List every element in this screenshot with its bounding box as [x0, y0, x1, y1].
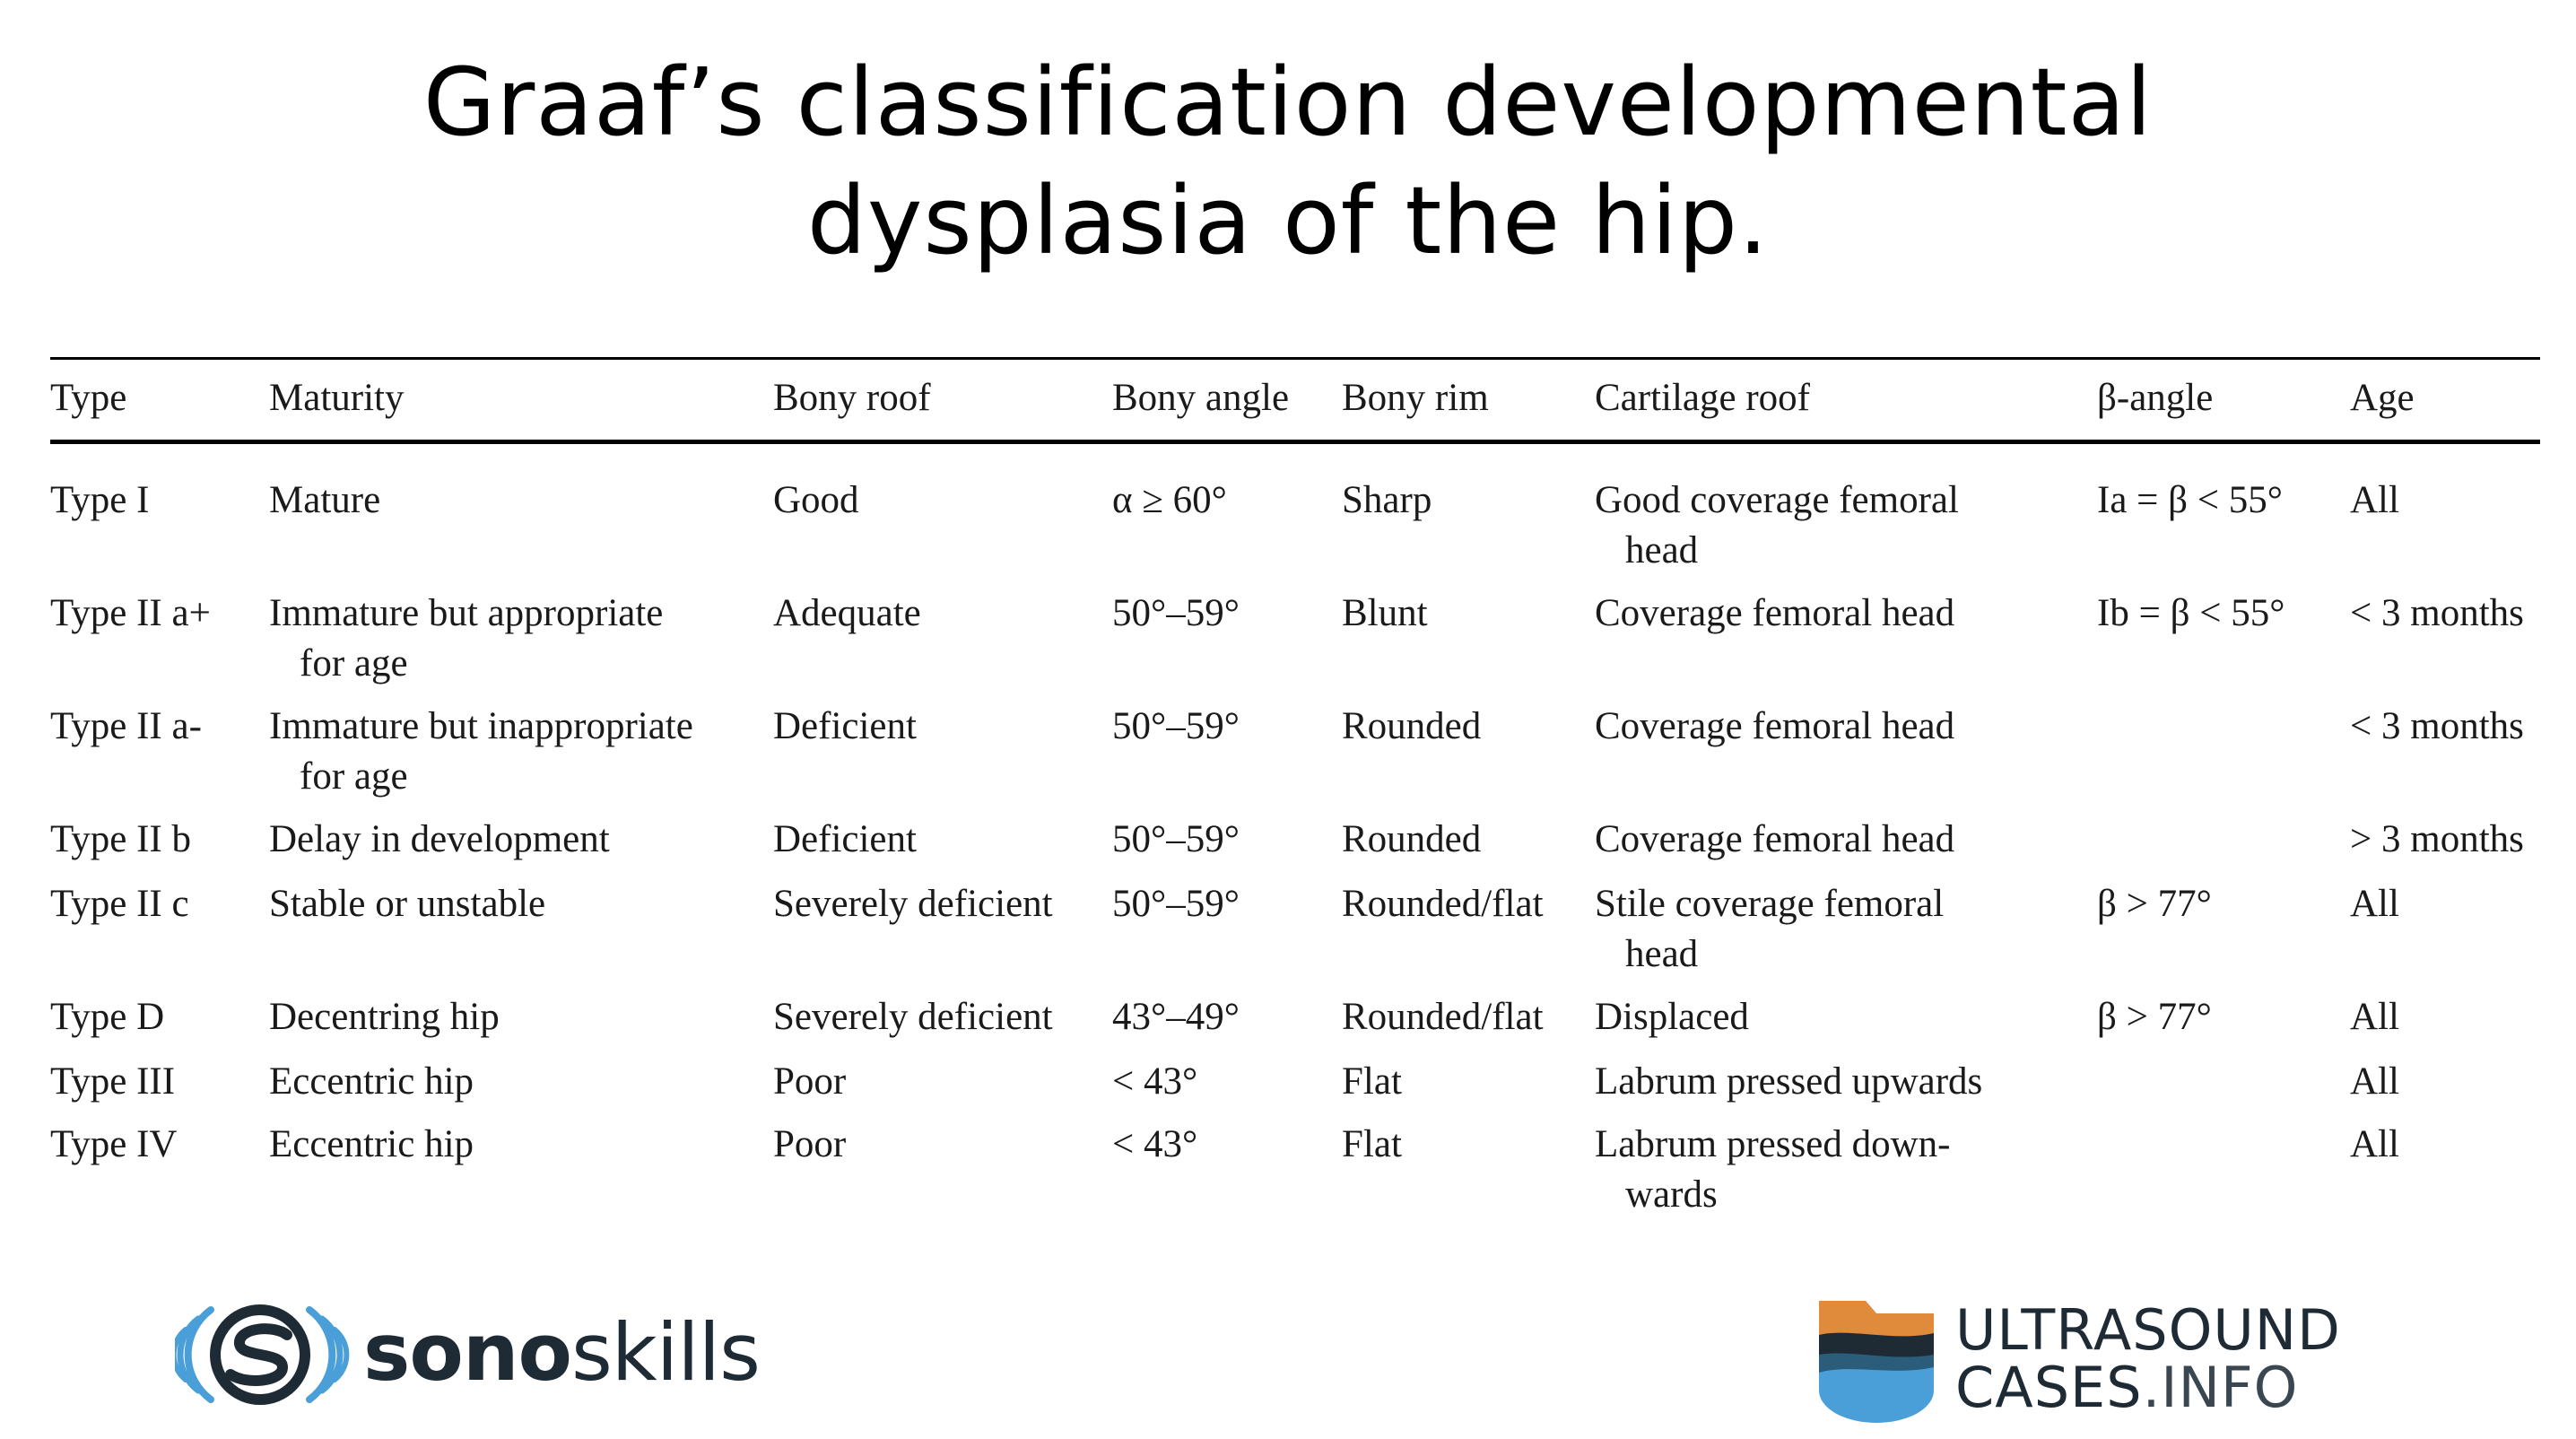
sonoskills-logo: [175, 1292, 767, 1417]
cell-age: All: [2350, 1060, 2399, 1103]
cell-age: > 3 months: [2350, 818, 2524, 860]
cell-bony-angle: < 43°: [1112, 1123, 1198, 1165]
ultrasoundcases-wordmark-line2: [1955, 1356, 2298, 1419]
header-bony-angle: Bony angle: [1112, 377, 1290, 419]
cell-cartilage-roof: [1595, 702, 1954, 752]
cell-bony-angle: 43°–49°: [1112, 996, 1240, 1038]
cell-cartilage-roof: [1595, 475, 1959, 576]
cell-line: wards: [1625, 1173, 1718, 1216]
cell-line: Good coverage femoral: [1595, 479, 1959, 521]
cell-cartilage-roof: [1595, 1120, 1950, 1220]
cell-line: Stable or unstable: [269, 883, 546, 925]
cell-maturity: [269, 702, 693, 802]
cell-age: All: [2350, 479, 2399, 521]
cell-line: Delay in development: [269, 818, 610, 860]
cell-line: Decentring hip: [269, 996, 500, 1038]
cell-line: Stile coverage femoral: [1595, 883, 1945, 925]
title-line-2: dysplasia of the hip.: [806, 166, 1770, 275]
cell-line: Eccentric hip: [269, 1123, 474, 1165]
cell-bony-roof: Poor: [773, 1060, 847, 1103]
ultrasoundcases-logo: [1814, 1292, 2370, 1426]
cell-bony-roof: Poor: [773, 1123, 847, 1165]
cell-beta-angle: β > 77°: [2097, 883, 2212, 925]
header-age: Age: [2350, 377, 2415, 419]
cell-beta-angle: Ia = β < 55°: [2097, 479, 2283, 521]
cell-age: < 3 months: [2350, 592, 2524, 634]
sonoskills-wordmark-light: skills: [570, 1306, 760, 1399]
ultrasoundcases-wordmark-cases: CASES: [1955, 1355, 2143, 1420]
header-type: Type: [50, 377, 127, 419]
cell-maturity: [269, 589, 663, 689]
cell-beta-angle: Ib = β < 55°: [2097, 592, 2285, 634]
cell-bony-rim: Flat: [1342, 1060, 1402, 1103]
ultrasoundcases-wordmark-line1: ULTRASOUND: [1955, 1297, 2341, 1363]
cell-cartilage-roof: [1595, 1057, 1982, 1107]
cell-maturity: [269, 879, 545, 929]
cell-line: Coverage femoral head: [1595, 818, 1955, 860]
cell-bony-roof: Severely deficient: [773, 883, 1053, 925]
cell-maturity: [269, 1057, 474, 1107]
cell-line: Coverage femoral head: [1595, 592, 1955, 634]
cell-line: for age: [300, 755, 408, 798]
cell-line: Eccentric hip: [269, 1060, 474, 1103]
cell-bony-rim: Sharp: [1342, 479, 1432, 521]
cell-cartilage-roof: [1595, 992, 1749, 1042]
cell-bony-angle: 50°–59°: [1112, 883, 1240, 925]
cell-type: Type II c: [50, 883, 189, 925]
cell-type: Type III: [50, 1060, 176, 1103]
cell-line: Labrum pressed upwards: [1595, 1060, 1983, 1103]
cell-bony-angle: 50°–59°: [1112, 705, 1240, 747]
cell-bony-angle: < 43°: [1112, 1060, 1198, 1103]
cell-maturity: [269, 1120, 474, 1170]
cell-cartilage-roof: [1595, 589, 1954, 639]
header-bony-rim: Bony rim: [1342, 377, 1489, 419]
cell-line: head: [1625, 933, 1699, 975]
cell-type: Type D: [50, 996, 165, 1038]
cell-type: Type II b: [50, 818, 191, 860]
cell-age: All: [2350, 1123, 2399, 1165]
cell-line: Labrum pressed down-: [1595, 1123, 1951, 1165]
cell-bony-roof: Adequate: [773, 592, 921, 634]
cell-bony-roof: Deficient: [773, 818, 917, 860]
cell-cartilage-roof: [1595, 815, 1954, 865]
cell-bony-roof: Severely deficient: [773, 996, 1053, 1038]
cell-bony-roof: Deficient: [773, 705, 917, 747]
cell-line: head: [1625, 529, 1699, 571]
cell-type: Type IV: [50, 1123, 178, 1165]
cell-line: Coverage femoral head: [1595, 705, 1955, 747]
cell-cartilage-roof: [1595, 879, 1944, 980]
cell-bony-angle: α ≥ 60°: [1112, 479, 1227, 521]
cell-type: Type II a-: [50, 705, 202, 747]
cell-age: All: [2350, 996, 2399, 1038]
header-cartilage-roof: Cartilage roof: [1595, 377, 1810, 419]
sonoskills-wordmark: [363, 1308, 760, 1398]
cell-bony-rim: Rounded/flat: [1342, 996, 1544, 1038]
cell-bony-rim: Rounded: [1342, 705, 1482, 747]
title-line-1: Graaf’s classification developmental: [422, 48, 2154, 157]
header-beta-angle: β-angle: [2097, 377, 2214, 419]
sonoskills-wordmark-bold: sono: [363, 1306, 571, 1399]
cell-age: All: [2350, 883, 2399, 925]
cell-bony-roof: Good: [773, 479, 859, 521]
ultrasoundcases-wordmark-info: .INFO: [2142, 1355, 2299, 1420]
header-bony-roof: Bony roof: [773, 377, 931, 419]
cell-maturity: [269, 992, 500, 1042]
cell-bony-rim: Rounded: [1342, 818, 1482, 860]
cell-type: Type I: [50, 479, 150, 521]
cell-bony-rim: Flat: [1342, 1123, 1402, 1165]
ultrasoundcases-logo-icon: [1814, 1292, 1939, 1426]
cell-beta-angle: β > 77°: [2097, 996, 2212, 1038]
cell-line: Mature: [269, 479, 381, 521]
cell-bony-angle: 50°–59°: [1112, 818, 1240, 860]
cell-line: Immature but appropriate: [269, 592, 664, 634]
cell-line: Displaced: [1595, 996, 1749, 1038]
cell-maturity: [269, 815, 610, 865]
cell-maturity: [269, 475, 380, 526]
cell-bony-rim: Blunt: [1342, 592, 1428, 634]
sonoskills-logo-icon: [175, 1292, 354, 1417]
cell-bony-rim: Rounded/flat: [1342, 883, 1544, 925]
cell-type: Type II a+: [50, 592, 211, 634]
cell-bony-angle: 50°–59°: [1112, 592, 1240, 634]
cell-line: Immature but inappropriate: [269, 705, 693, 747]
header-maturity: Maturity: [269, 377, 405, 419]
cell-age: < 3 months: [2350, 705, 2524, 747]
cell-line: for age: [300, 642, 408, 685]
